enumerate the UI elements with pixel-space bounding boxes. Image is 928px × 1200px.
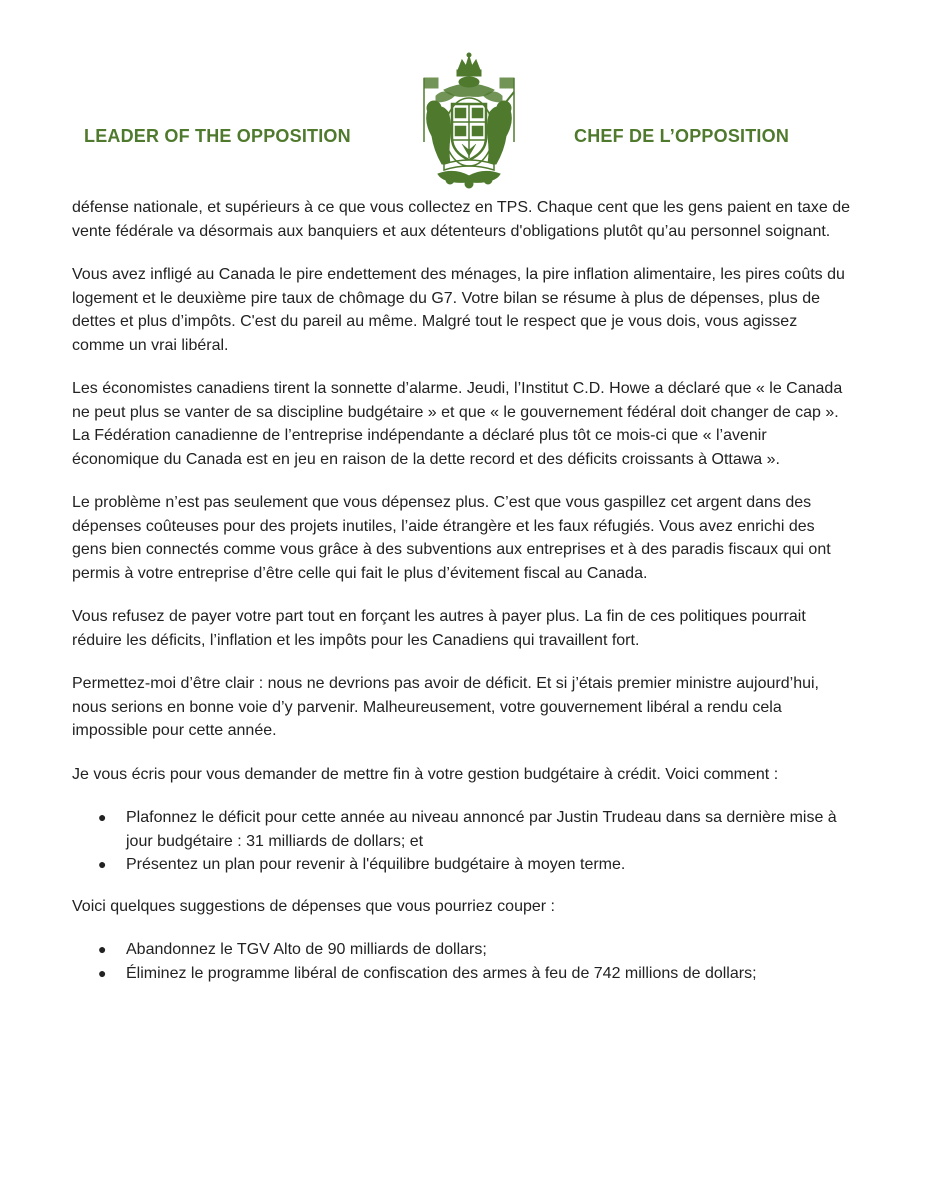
bullet-icon: ● [98, 941, 107, 957]
paragraph-cuts-intro: Voici quelques suggestions de dépenses que vous pourriez couper : [72, 897, 555, 915]
paragraph-defense-tps: défense nationale, et supérieurs à ce que vous collectez en TPS. Chaque cent que les gens paient en taxe de vente fédérale va désormais aux banquiers et aux détenteurs d'obligations plutôt qu’au personnel soignant. [72, 199, 851, 240]
list-item-text: Plafonnez le déficit pour cette année au niveau annoncé par Justin Trudeau dans sa dernière mise à jour budgétaire : 31 milliards de dollars; et [126, 809, 837, 850]
paragraph-fair-share: Vous refusez de payer votre part tout en forçant les autres à payer plus. La fin de ces politiques pourrait réduire les déficits, l’inflation et les impôts pour les Canadiens qui travaillent fort. [72, 608, 806, 649]
paragraph-spending-waste: Le problème n’est pas seulement que vous dépensez plus. C’est que vous gaspillez cet argent dans des dépenses coûteuses pour des projets inutiles, l’aide étrangère et les faux réfugiés. Vous avez enrichi des gens bien connectés comme vous grâce à des subventions aux entreprises et à des paradis fiscaux qui ont permis à votre entreprise d’être celle qui fait le plus d’évitement fiscal au Canada. [72, 494, 831, 582]
request-list [72, 806, 852, 877]
letter-body [72, 196, 852, 1003]
list-item-text: Éliminez le programme libéral de confiscation des armes à feu de 742 millions de dollars; [126, 964, 757, 982]
bullet-icon: ● [98, 964, 107, 981]
letterhead [0, 0, 928, 200]
list-item [98, 806, 852, 853]
cuts-list [72, 938, 852, 985]
list-item [98, 853, 852, 877]
bullet-icon: ● [98, 856, 107, 872]
list-item [98, 962, 852, 986]
letterhead-title-english: LEADER OF THE OPPOSITION [84, 126, 351, 146]
paragraph-request: Je vous écris pour vous demander de mettre fin à votre gestion budgétaire à crédit. Voici comment : [72, 765, 779, 783]
list-item-text: Abandonnez le TGV Alto de 90 milliards de dollars; [126, 941, 487, 958]
list-item [98, 938, 852, 962]
paragraph-record: Vous avez infligé au Canada le pire endettement des ménages, la pire inflation alimentaire, les pires coûts du logement et le deuxième pire taux de chômage du G7. Votre bilan se résume à plus de dépenses, plus de dettes et plus d’impôts. C'est du pareil au même. Malgré tout le respect que je vous dois, vous agissez comme un vrai libéral. [72, 266, 845, 354]
bullet-icon: ● [98, 809, 107, 825]
paragraph-economists: Les économistes canadiens tirent la sonnette d’alarme. Jeudi, l’Institut C.D. Howe a déclaré que « le Canada ne peut plus se vanter de sa discipline budgétaire » et que « le gouvernement fédéral doit changer de cap ». La Fédération canadienne de l’entreprise indépendante a déclaré plus tôt ce mois-ci que « l’avenir économique du Canada est en jeu en raison de la dette record et des déficits croissants à Ottawa ». [72, 380, 843, 468]
royal-coat-of-arms-of-canada-icon [414, 52, 524, 204]
list-item-text: Présentez un plan pour revenir à l'équilibre budgétaire à moyen terme. [126, 856, 626, 873]
letterhead-title-french: CHEF DE L’OPPOSITION [574, 126, 790, 146]
paragraph-deficit: Permettez-moi d’être clair : nous ne devrions pas avoir de déficit. Et si j’étais premier ministre aujourd’hui, nous serions en bonne voie d’y parvenir. Malheureusement, votre gouvernement libéral a rendu cela impossible pour cette année. [72, 675, 819, 739]
